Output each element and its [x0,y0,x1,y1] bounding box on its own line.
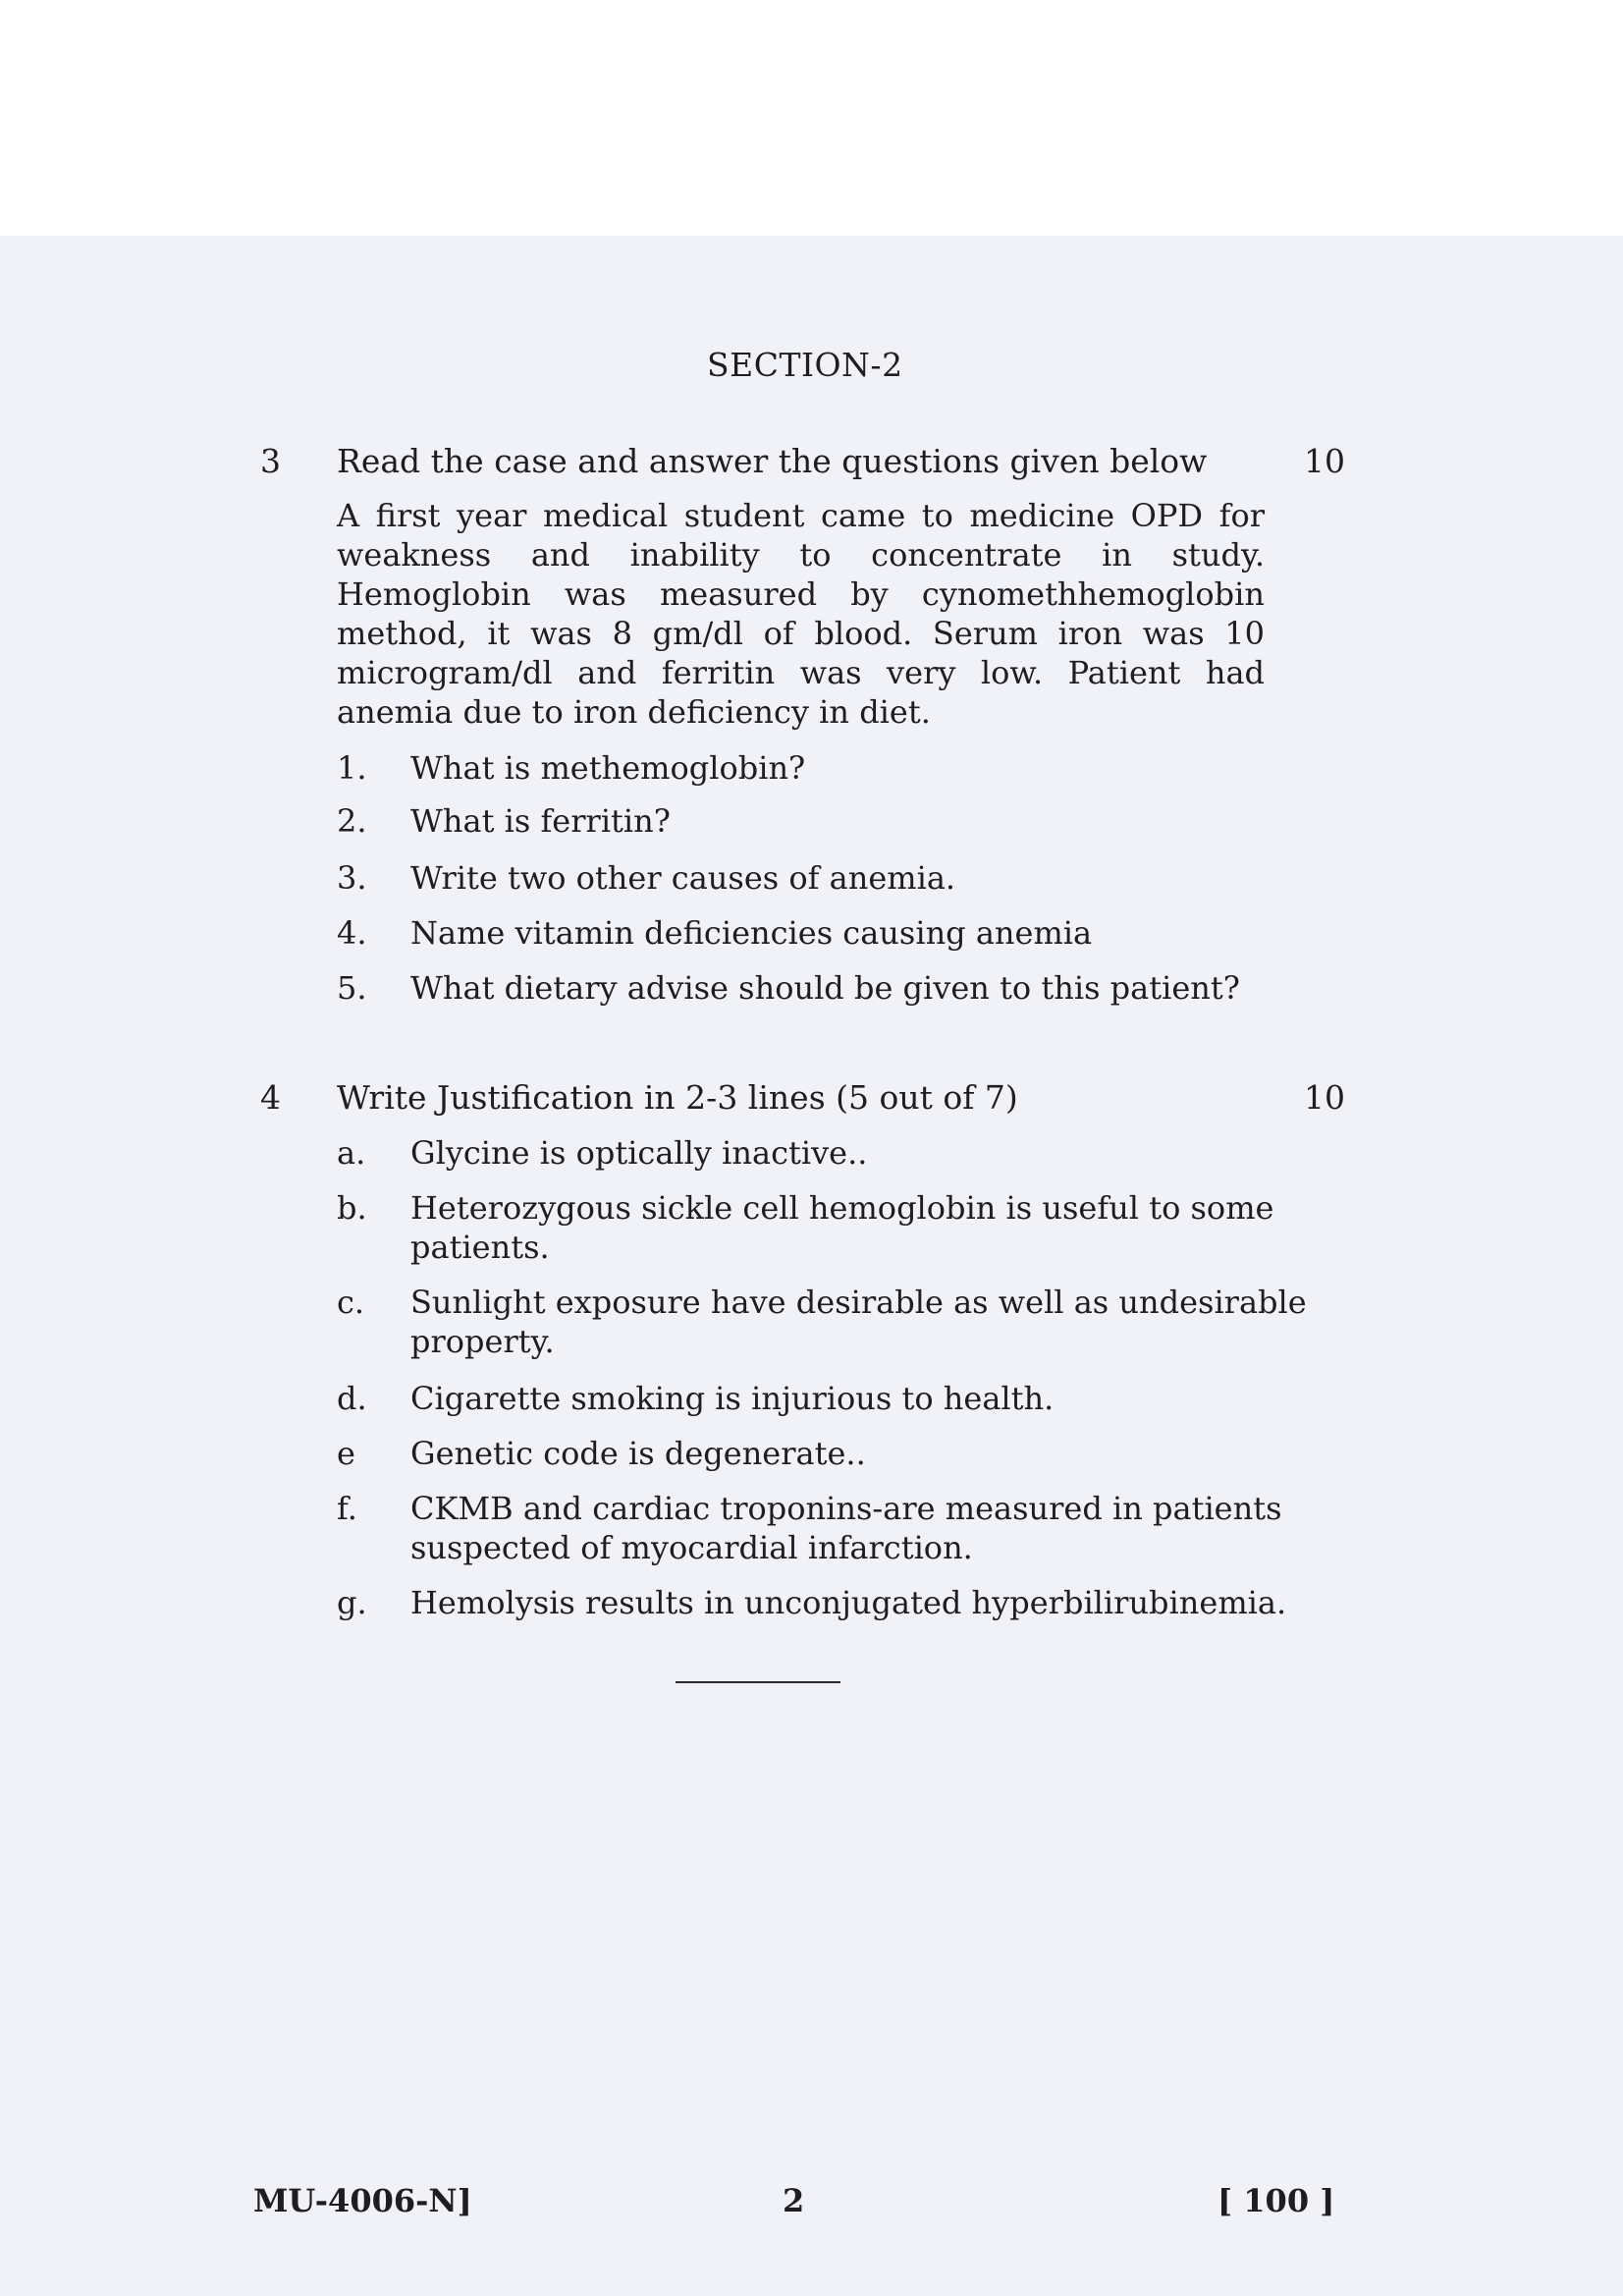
item-label: e [337,1435,355,1472]
end-divider [676,1681,840,1683]
item-text: Hemolysis results in unconjugated hyperbilirubinemia. [410,1584,1287,1621]
item-text: Genetic code is degenerate.. [410,1435,866,1472]
justification-item-c [337,1283,1309,1361]
item-text: What dietary advise should be given to this patient? [410,969,1240,1007]
item-text: Write two other causes of anemia. [410,859,956,897]
item-label: a. [337,1134,366,1172]
item-text: Name vitamin deficiencies causing anemia [410,914,1093,952]
item-text: What is methemoglobin? [410,749,806,787]
case-question-4 [337,913,1309,953]
case-description: A first year medical student came to medicine OPD for weakness and inability to concentrate in study. Hemoglobin was measured by cynomethhemoglobin method, it was 8 gm/dl of blood. Serum iron was 10 microgram/dl and ferritin was very low. Patient had anemia due to iron deficiency in diet. [337,497,1265,731]
question-3-number: 3 [260,442,281,480]
item-text: Sunlight exposure have desirable as well as undesirable property. [410,1284,1307,1360]
item-label: d. [337,1380,367,1417]
copies-count: [ 100 ] [1217,2182,1335,2219]
item-label: 2. [337,802,367,840]
item-label: 5. [337,969,367,1007]
page-number: 2 [783,2182,805,2219]
item-label: 1. [337,749,367,787]
item-text: CKMB and cardiac troponins-are measured in patients suspected of myocardial infarction. [410,1490,1282,1566]
justification-item-g [337,1583,1309,1622]
item-label: 3. [337,859,367,897]
item-text: Cigarette smoking is injurious to health. [410,1380,1055,1417]
justification-item-f [337,1489,1309,1567]
paper-code: MU-4006-N] [253,2182,472,2219]
question-3-title: Read the case and answer the questions given below [337,442,1208,480]
case-question-2 [337,801,1309,841]
question-4-marks: 10 [1304,1078,1345,1117]
question-4-title: Write Justification in 2-3 lines (5 out of 7) [337,1078,1018,1117]
item-text: Glycine is optically inactive.. [410,1134,868,1172]
justification-item-e [337,1434,1309,1473]
item-label: 4. [337,914,367,952]
section-heading: SECTION-2 [707,346,903,384]
case-question-5 [337,968,1309,1008]
item-label: f. [337,1490,357,1527]
justification-item-a [337,1133,1309,1173]
question-3-marks: 10 [1304,442,1345,480]
justification-item-b [337,1188,1309,1267]
question-4-number: 4 [260,1078,281,1117]
item-text: What is ferritin? [410,802,671,840]
item-label: c. [337,1284,365,1321]
item-label: g. [337,1584,367,1621]
case-question-1 [337,748,1309,788]
case-question-3 [337,858,1309,898]
item-text: Heterozygous sickle cell hemoglobin is useful to some patients. [410,1189,1274,1266]
item-label: b. [337,1189,367,1227]
justification-item-d [337,1379,1309,1418]
